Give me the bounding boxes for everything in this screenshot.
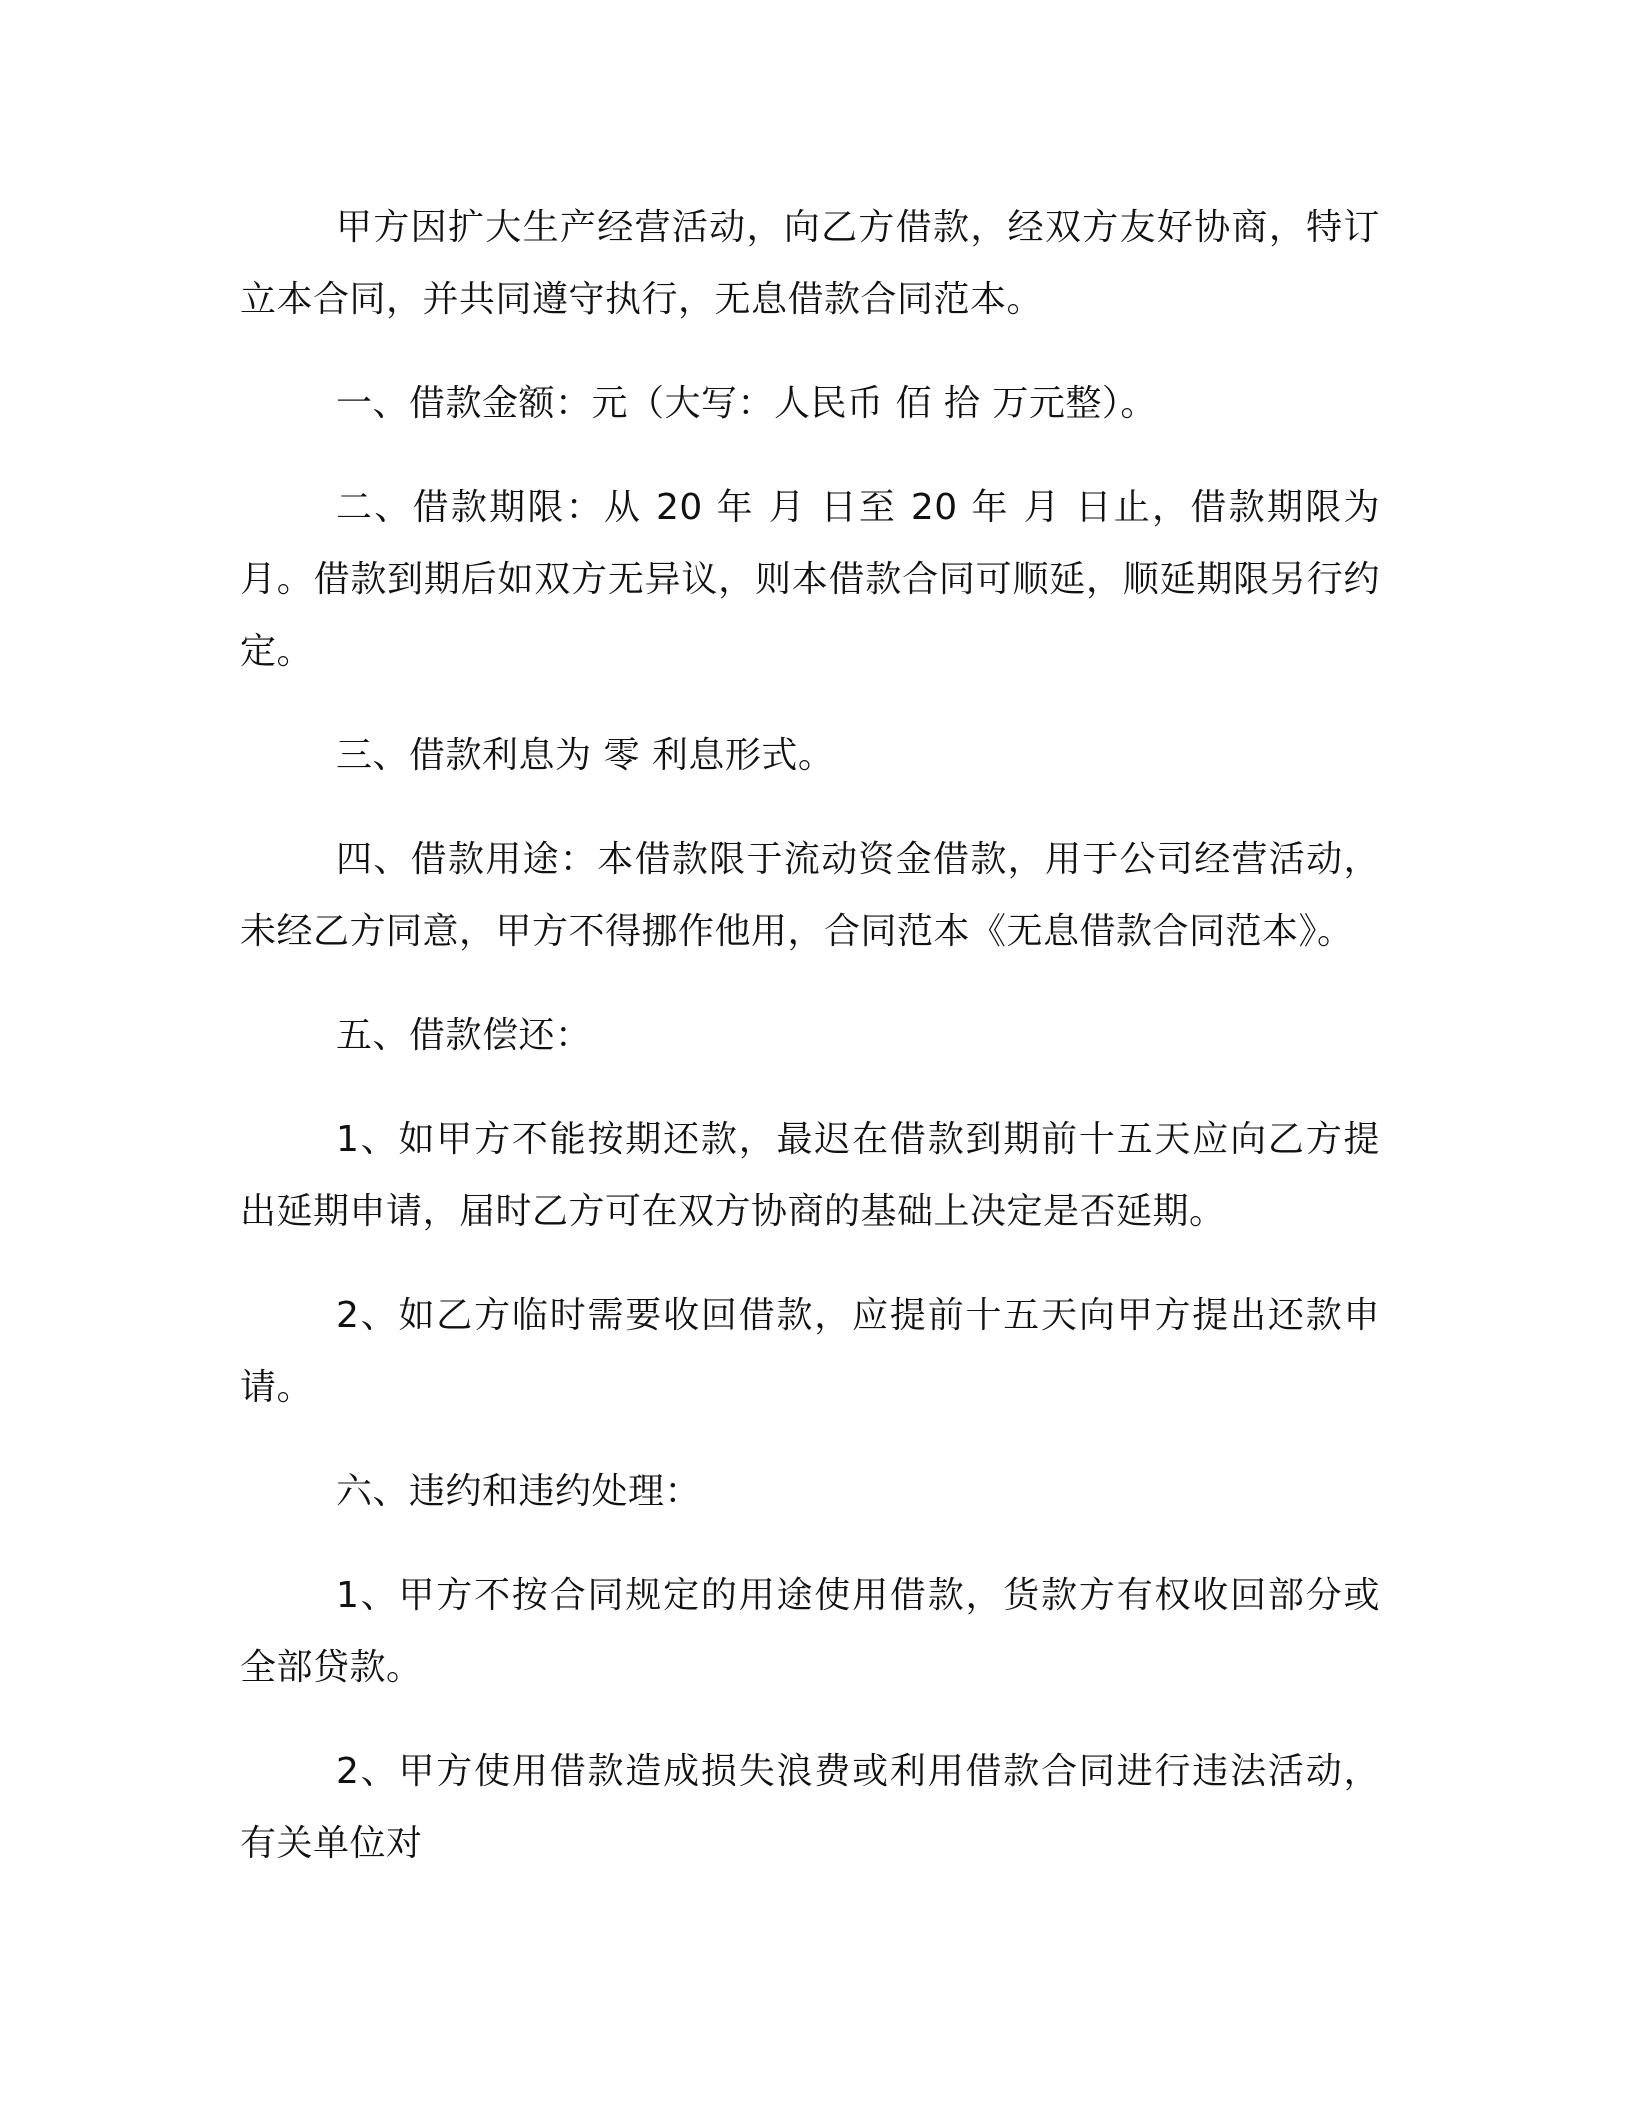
repayment-item-1: 1、如甲方不能按期还款，最迟在借款到期前十五天应向乙方提出延期申请，届时乙方可在双方协商的基础上决定是否延期。	[240, 1119, 1380, 1232]
breach-item-1: 1、甲方不按合同规定的用途使用借款，货款方有权收回部分或全部贷款。	[240, 1575, 1380, 1688]
intro-paragraph: 甲方因扩大生产经营活动，向乙方借款，经双方友好协商，特订立本合同，并共同遵守执行，无息借款合同范本。	[240, 207, 1380, 320]
repayment-item-2: 2、如乙方临时需要收回借款，应提前十五天向甲方提出还款申请。	[240, 1295, 1380, 1408]
clause-breach: 六、违约和违约处理：	[336, 1471, 702, 1512]
clause-loan-amount: 一、借款金额：元（大写：人民币 佰 拾 万元整）。	[336, 383, 1157, 424]
clause-loan-interest: 三、借款利息为 零 利息形式。	[336, 735, 835, 776]
clause-loan-term: 二、借款期限：从 20 年 月 日至 20 年 月 日止，借款期限为 月。借款到期后如双方无异议，则本借款合同可顺延，顺延期限另行约定。	[240, 487, 1380, 672]
clause-loan-purpose: 四、借款用途：本借款限于流动资金借款，用于公司经营活动，未经乙方同意，甲方不得挪作他用，合同范本《无息借款合同范本》。	[240, 839, 1380, 952]
breach-item-2: 2、甲方使用借款造成损失浪费或利用借款合同进行违法活动，有关单位对	[240, 1751, 1380, 1864]
document-body	[240, 192, 1380, 1880]
clause-loan-repayment: 五、借款偿还：	[336, 1015, 592, 1056]
